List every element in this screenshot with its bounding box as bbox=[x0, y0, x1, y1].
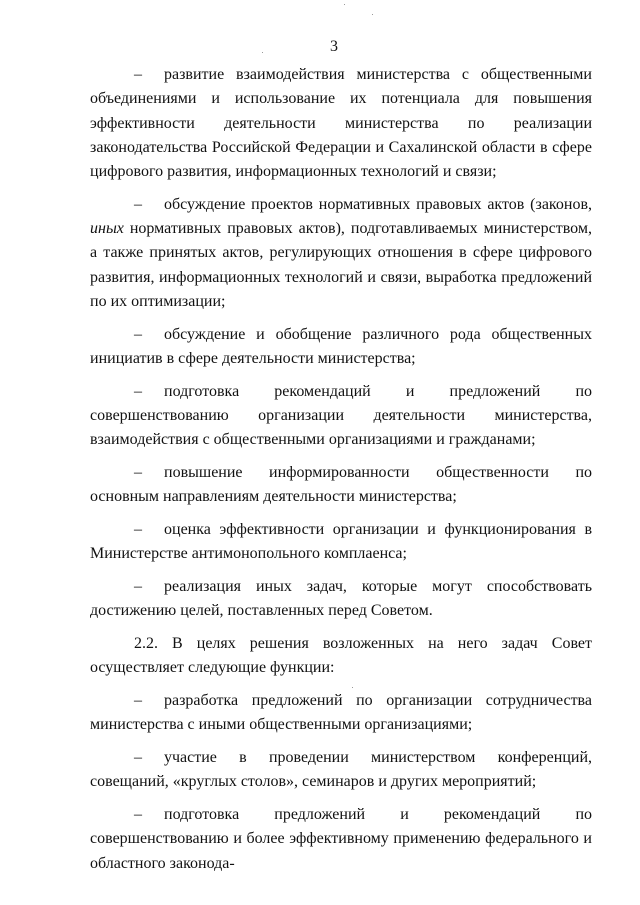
paragraph-10 bbox=[90, 746, 592, 795]
scan-speck bbox=[344, 4, 345, 5]
paragraph-9 bbox=[90, 689, 592, 738]
paragraph-2 bbox=[90, 193, 592, 314]
paragraph-11 bbox=[90, 803, 592, 876]
paragraph-text: реализация иных задач, которые могут способствовать достижению целей, поставленных перед Советом. bbox=[90, 577, 592, 620]
paragraph-text: оценка эффективности организации и функционирования в Министерстве антимонопольного комплаенса; bbox=[90, 521, 592, 563]
list-dash: – bbox=[134, 748, 142, 766]
paragraph-text: подготовка рекомендаций и предложений по совершенствованию организации деятельности министерства, взаимодействия с общественными организациями и гражданами; bbox=[90, 382, 592, 449]
page-number: 3 bbox=[330, 38, 338, 55]
paragraph-3 bbox=[90, 323, 592, 372]
italic-word: иных bbox=[90, 220, 124, 238]
paragraph-text: повышение информированности общественности по основным направлениям деятельности министерства; bbox=[90, 464, 592, 506]
paragraph-1 bbox=[90, 63, 592, 184]
paragraph-text: разработка предложений по организации сотрудничества министерства с иными общественными организациями; bbox=[90, 691, 592, 734]
paragraph-text: обсуждение проектов нормативных правовых актов (законов, bbox=[164, 195, 592, 213]
list-dash: – bbox=[134, 195, 142, 213]
list-dash: – bbox=[134, 805, 142, 823]
paragraph-text: развитие взаимодействия министерства с общественными объединениями и использование их потенциала для повышения эффективности деятельности министерства по реализации законодательства Российской Федерации и Сахалинской области в сфере цифрового развития, информационных технологий и связи; bbox=[90, 66, 592, 181]
list-dash: – bbox=[134, 325, 142, 343]
paragraph-4 bbox=[90, 380, 592, 453]
document-body bbox=[90, 63, 592, 884]
scan-speck bbox=[352, 687, 353, 688]
list-dash: – bbox=[134, 66, 142, 83]
list-dash: – bbox=[134, 691, 142, 709]
paragraph-text: участие в проведении министерством конференций, совещаний, «круглых столов», семинаров и других мероприятий; bbox=[90, 748, 592, 791]
list-dash: – bbox=[134, 382, 142, 400]
paragraph-text: 2.2. В целях решения возложенных на него задач Совет осуществляет следующие функции: bbox=[90, 634, 592, 677]
list-dash: – bbox=[134, 521, 142, 538]
list-dash: – bbox=[134, 464, 142, 482]
paragraph-6 bbox=[90, 518, 592, 567]
scan-speck bbox=[372, 14, 373, 15]
paragraph-text: подготовка предложений и рекомендаций по совершенствованию и более эффективному применению федерального и областного законода- bbox=[90, 805, 592, 872]
list-dash: – bbox=[134, 577, 142, 595]
paragraph-text: обсуждение и обобщение различного рода общественных инициатив в сфере деятельности министерства; bbox=[90, 325, 592, 368]
paragraph-7 bbox=[90, 575, 592, 624]
paragraph-text-cont: нормативных правовых актов), подготавливаемых министерством, а также принятых актов, регулирующих отношения в сфере цифрового развития, информационных технологий и связи, выработка предложений по их оптимизации; bbox=[90, 220, 592, 311]
scan-speck bbox=[262, 52, 263, 53]
section-2-2-paragraph bbox=[90, 632, 592, 681]
paragraph-5 bbox=[90, 461, 592, 510]
